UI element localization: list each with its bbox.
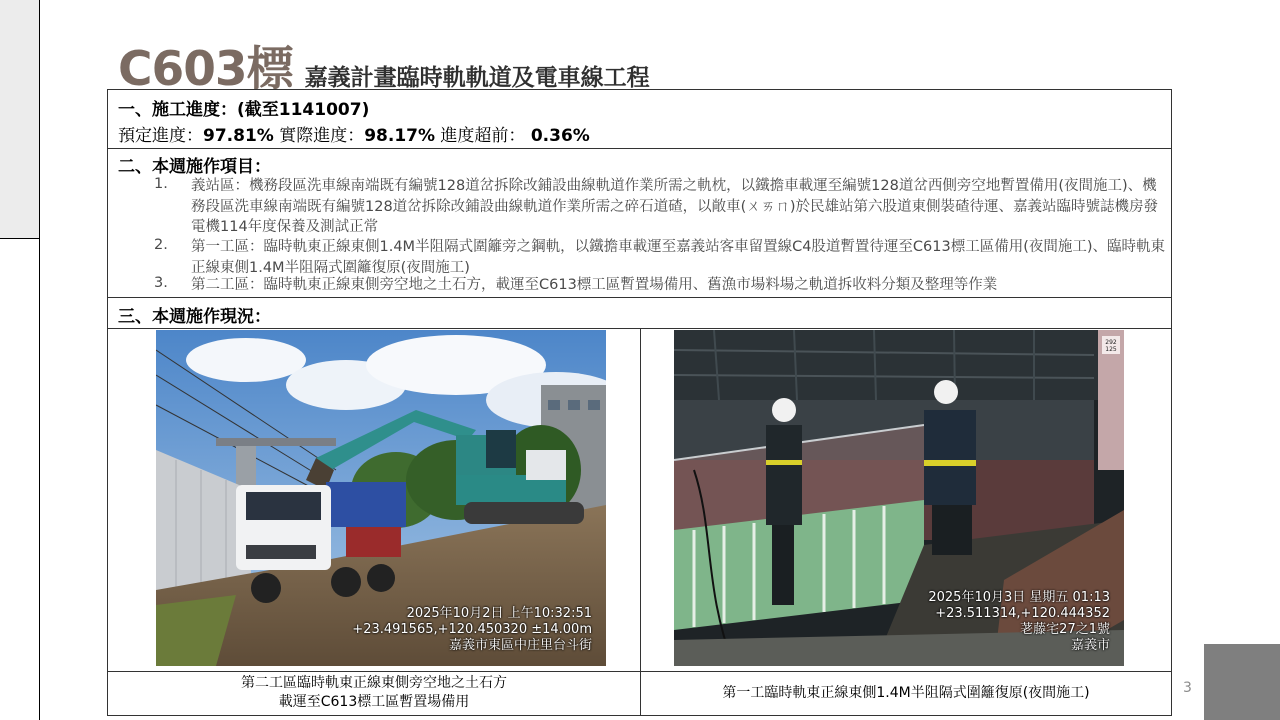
list-item-text: 第二工區：臨時軌東正線東側旁空地之土石方，載運至C613標工區暫置場備用、舊漁市場料場之軌道拆收料分類及整理等作業 (191, 277, 998, 293)
stamp-city: 嘉義市 (1070, 638, 1110, 653)
weekly-items-heading: 二、本週施作項目： (118, 157, 271, 177)
site-status-heading: 三、本週施作現況： (118, 307, 271, 327)
photo-row (108, 328, 1171, 672)
caption-left-line2: 載運至C613標工區暫置場備用 (278, 694, 470, 710)
left-divider-line (39, 238, 40, 720)
content-table (107, 89, 1172, 716)
caption-right-line1: 第一工臨時軌東正線東側1.4M半阻隔式圍籬復原(夜間施工) (722, 684, 1090, 701)
list-item-number: 1. (154, 176, 168, 192)
pole-sign-top: 292 (1105, 339, 1117, 346)
caption-right (641, 671, 1171, 715)
photo-divider (640, 328, 641, 671)
planned-value: 97.81% (203, 126, 274, 146)
caption-left (108, 671, 640, 715)
stamp-datetime: 2025年10月3日 星期五 01:13 (928, 590, 1110, 605)
stamp-datetime: 2025年10月2日 上午10:32:51 (406, 606, 592, 621)
site-status-section (108, 297, 1171, 329)
photo-timestamp (352, 606, 592, 654)
pole-sign-bottom: 125 (1105, 346, 1117, 353)
list-item-number: 3. (154, 275, 168, 291)
list-item-number: 2. (154, 237, 168, 253)
progress-section (108, 90, 1171, 149)
progress-heading: 一、施工進度：(截至1141007) (118, 100, 370, 120)
ahead-value: 0.36% (530, 126, 590, 146)
actual-value: 98.17% (364, 126, 436, 146)
stamp-coordinates: +23.491565,+120.450320 ±14.00m (352, 622, 592, 637)
title-contract-code: C603標 (118, 42, 293, 97)
stamp-address: 嘉義市東區中庄里台斗街 (448, 638, 592, 653)
stamp-address: 荖藤宅27之1號 (1020, 622, 1110, 637)
stamp-coordinates: +23.511314,+120.444352 (935, 606, 1110, 621)
actual-label: 實際進度： (273, 126, 365, 146)
photo-night-fence (674, 330, 1124, 666)
left-sidebar-block (0, 0, 40, 239)
weekly-items-section (108, 148, 1171, 298)
list-item-text: 義站區：機務段區洗車線南端既有編號128道岔拆除改鋪設曲線軌道作業所需之軌枕，以鐵擔車載運至編號128道岔西側旁空地暫置備用(夜間施工)、機務段區洗車線南端既有編號128道岔拆除改鋪設曲線軌道作業所需之碎石道碴，以敞車(ㄨㄞㄇ)於民雄站第六股道東側裝碴待運、嘉義站臨時號誌機房發電機114年度保養及測試正常 (191, 178, 1158, 235)
planned-label: 預定進度： (118, 126, 203, 146)
photo-excavator-truck (156, 330, 606, 666)
progress-values (118, 121, 590, 146)
title-project-name: 嘉義計畫臨時軌軌道及電車線工程 (304, 65, 650, 91)
photo-timestamp (928, 590, 1110, 654)
list-item-text: 第一工區：臨時軌東正線東側1.4M半阻隔式圍籬旁之鋼軌，以鐵擔車載運至嘉義站客車留置線C4股道暫置待運至C613標工區備用(夜間施工)、臨時軌東正線東側1.4M半阻隔式圍籬復原(夜間施工) (191, 239, 1166, 276)
caption-row (108, 671, 1171, 715)
ahead-label: 進度超前： (435, 126, 531, 146)
corner-block (1204, 644, 1280, 720)
caption-left-line1: 第二工區臨時軌東正線東側旁空地之土石方 (241, 675, 507, 691)
page-number: 3 (1183, 680, 1192, 696)
